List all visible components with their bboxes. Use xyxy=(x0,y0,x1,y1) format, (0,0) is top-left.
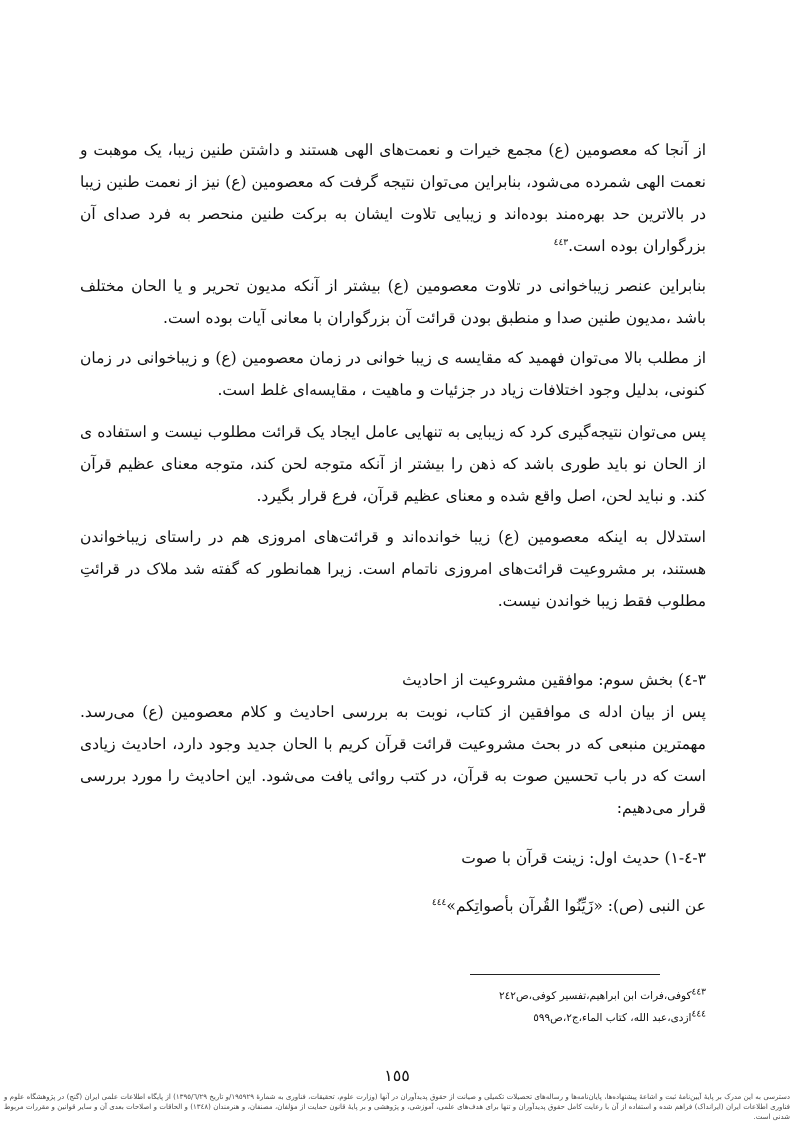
section-paragraph xyxy=(80,696,706,824)
paragraph-text: پس از بیان ادله ی موافقین از کتاب، نوبت به بررسی احادیث و کلام معصومین (ع) می‌رسد. مهمترین منبعی که در بحث مشروعیت قرائت قرآن کریم با الحان جدید وجود دارد، احادیث زیادی است که در باب تحسین صوت به قرآن، در کتب روائی یافت می‌شود. این احادیث را مورد بررسی قرار می‌دهیم: xyxy=(80,703,706,817)
footnote-separator xyxy=(470,974,660,975)
paragraph-text: بنابراین عنصر زیباخوانی در تلاوت معصومین (ع) بیشتر از آنکه مدیون تحریر و یا الحان مختلف باشد ،مدیون طنین صدا و منطبق بودن قرائت آن بزرگواران با معانی آیات بوده است. xyxy=(80,277,706,327)
footnote-number: ٤٤٤ xyxy=(691,1009,706,1020)
paragraph-4 xyxy=(80,416,706,512)
hadith-line xyxy=(432,890,706,922)
footnote-443 xyxy=(499,986,706,1006)
paragraph-text: پس می‌توان نتیجه‌گیری کرد که زیبایی به تنهایی عامل ایجاد یک قرائت مطلوب نیست و استفاده ی از الحان نو باید طوری باشد که ذهن را بیشتر از آنکه متوجه لحن کند، متوجه معنای عظیم قرآن کند. و نباید لحن، اصل واقع شده و معنای عظیم قرآن، فرع قرار بگیرد. xyxy=(80,423,706,505)
subsection-heading: ٣-٤-١) حدیث اول: زینت قرآن با صوت xyxy=(461,849,706,867)
paragraph-text: از آنجا که معصومین (ع) مجمع خیرات و نعمت‌های الهی هستند و داشتن طنین زیبا، یک موهبت و نعمت الهی شمرده می‌شود، بنابراین می‌توان نتیجه گرفت که معصومین (ع) نیز از نعمت طنین زیبا در بالاترین حد بهره‌مند بوده‌اند و زیبایی تلاوت ایشان به برکت طنین منحصر به فرد صدای آن بزرگواران بوده است. xyxy=(80,141,706,255)
footnote-ref[interactable]: ٤٤٤ xyxy=(431,897,447,908)
paragraph-3 xyxy=(80,342,706,406)
footnote-ref[interactable]: ٤٤٣ xyxy=(553,237,569,248)
page-number: ١٥٥ xyxy=(384,1066,410,1085)
paragraph-text: استدلال به اینکه معصومین (ع) زیبا خوانده‌اند و قرائت‌های امروزی هم در راستای زیباخواندن هستند، بر مشروعیت قرائت‌های امروزی ناتمام است. زیرا همانطور که گفته شد ملاک در قرائتِ مطلوب فقط زیبا خواندن نیست. xyxy=(80,528,706,610)
paragraph-1 xyxy=(80,134,706,262)
paragraph-2 xyxy=(80,270,706,334)
footnote-number: ٤٤٣ xyxy=(691,987,706,998)
paragraph-5 xyxy=(80,521,706,617)
footnote-444 xyxy=(533,1008,706,1028)
paragraph-text: از مطلب بالا می‌توان فهمید که مقایسه ی زیبا خوانی در زمان معصومین (ع) و زیباخوانی در زمان کنونی، بدلیل وجود اختلافات زیاد در جزئیات و ماهیت ، مقایسه‌ای غلط است. xyxy=(80,349,706,399)
footnote-text: ازدی،عبد الله، کتاب الماء،ج٢،ص٥٩٩ xyxy=(533,1012,692,1024)
section-heading: ٣-٤) بخش سوم: موافقین مشروعیت از احادیث xyxy=(402,671,706,689)
hadith-text: عن النبی (ص): «زَیِّنُوا القُرآن بأصواتِکم» xyxy=(446,897,706,915)
copyright-notice: دسترسی به این مدرک بر پایهٔ آیین‌نامهٔ ثبت و اشاعهٔ پیشنهاده‌ها، پایان‌نامه‌ها و رساله‌های تحصیلات تکمیلی و صیانت از حقوق پدیدآوران در آنها (وزارت علوم، تحقیقات، فناوری به شمارهٔ ١٩٥٩٢٩/و تاریخ ١٣٩٥/٦/٢٩) از پایگاه اطلاعات علمی ایران (گنج) در پژوهشگاه علوم و فناوری اطلاعات ایران (ایرانداک) فراهم شده و استفاده از آن با رعایت کامل حقوق پدیدآوران و تنها برای هدف‌های علمی، آموزشی، و پژوهشی و بر پایهٔ قانون حمایت از مؤلفان، مصنفان، و هنرمندان (١٣٤٨) و الحاقات و اصلاحات بعدی آن و سایر قوانین و مقررات مربوط شدنی است. xyxy=(4,1093,791,1121)
footnote-text: کوفی،فرات ابن ابراهیم،تفسیر کوفی،ص٢٤٢ xyxy=(499,990,692,1002)
